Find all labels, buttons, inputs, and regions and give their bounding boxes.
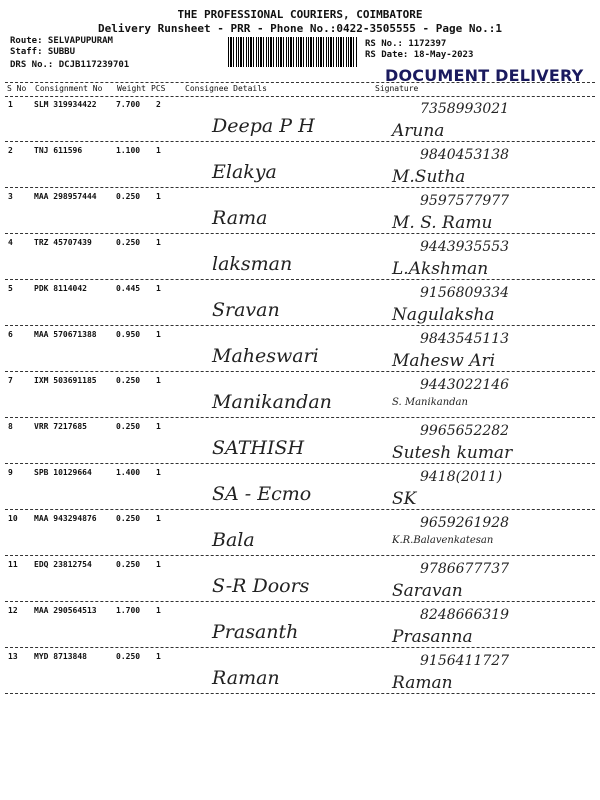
row-sno: 12 bbox=[8, 606, 18, 615]
row-signature: Aruna bbox=[392, 121, 445, 141]
row-divider bbox=[5, 187, 595, 188]
row-weight: 0.250 bbox=[116, 192, 141, 201]
row-weight: 0.250 bbox=[116, 238, 141, 247]
row-weight: 7.700 bbox=[116, 100, 141, 109]
row-weight: 1.700 bbox=[116, 606, 141, 615]
row-consignment-no: SPB 10129664 bbox=[34, 468, 92, 477]
row-consignment-no: SLM 319934422 bbox=[34, 100, 97, 109]
row-signature: K.R.Balavenkatesan bbox=[392, 535, 494, 546]
row-consignment-no: EDQ 23812754 bbox=[34, 560, 92, 569]
row-signature: Sutesh kumar bbox=[392, 443, 513, 463]
row-phone-handwritten: 9840453138 bbox=[420, 147, 510, 163]
row-sno: 11 bbox=[8, 560, 18, 569]
row-consignee-handwritten: Manikandan bbox=[212, 391, 332, 413]
row-signature: Mahesw Ari bbox=[392, 351, 496, 371]
row-sno: 5 bbox=[8, 284, 13, 293]
rs-date: RS Date: 18-May-2023 bbox=[365, 50, 474, 60]
row-sno: 1 bbox=[8, 100, 13, 109]
col-consignee: Consignee Details bbox=[185, 84, 267, 93]
row-divider bbox=[5, 233, 595, 234]
row-signature: Saravan bbox=[392, 581, 463, 601]
row-phone-handwritten: 9443022146 bbox=[420, 377, 510, 393]
row-pcs: 1 bbox=[156, 192, 161, 201]
col-pcs: PCS bbox=[151, 84, 166, 93]
row-signature: M. S. Ramu bbox=[392, 213, 493, 233]
row-consignment-no: MAA 290564513 bbox=[34, 606, 97, 615]
row-signature: M.Sutha bbox=[392, 167, 466, 187]
col-signature: Signature bbox=[375, 84, 419, 93]
row-weight: 0.250 bbox=[116, 514, 141, 523]
row-consignment-no: MAA 298957444 bbox=[34, 192, 97, 201]
col-sno: S No bbox=[7, 84, 27, 93]
row-pcs: 1 bbox=[156, 422, 161, 431]
row-weight: 1.400 bbox=[116, 468, 141, 477]
row-weight: 1.100 bbox=[116, 146, 141, 155]
document-delivery-stamp: DOCUMENT DELIVERY bbox=[385, 66, 584, 85]
row-phone-handwritten: 8248666319 bbox=[420, 607, 510, 623]
row-divider bbox=[5, 601, 595, 602]
row-pcs: 1 bbox=[156, 284, 161, 293]
row-divider bbox=[5, 555, 595, 556]
row-sno: 10 bbox=[8, 514, 18, 523]
row-divider bbox=[5, 647, 595, 648]
row-pcs: 1 bbox=[156, 652, 161, 661]
row-phone-handwritten: 9156411727 bbox=[420, 653, 510, 669]
row-weight: 0.250 bbox=[116, 560, 141, 569]
table-header bbox=[5, 82, 595, 97]
row-consignee-handwritten: Bala bbox=[212, 529, 255, 551]
row-phone-handwritten: 9156809334 bbox=[420, 285, 510, 301]
row-consignee-handwritten: Prasanth bbox=[212, 621, 299, 643]
col-weight: Weight bbox=[117, 84, 146, 93]
row-phone-handwritten: 9843545113 bbox=[420, 331, 510, 347]
row-signature: S. Manikandan bbox=[392, 397, 468, 408]
row-phone-handwritten: 9965652282 bbox=[420, 423, 510, 439]
row-sno: 8 bbox=[8, 422, 13, 431]
company-title: THE PROFESSIONAL COURIERS, COIMBATORE bbox=[177, 8, 423, 21]
row-divider bbox=[5, 371, 595, 372]
row-weight: 0.250 bbox=[116, 376, 141, 385]
row-pcs: 1 bbox=[156, 514, 161, 523]
row-sno: 6 bbox=[8, 330, 13, 339]
row-pcs: 2 bbox=[156, 100, 161, 109]
row-sno: 4 bbox=[8, 238, 13, 247]
row-consignee-handwritten: SATHISH bbox=[212, 437, 305, 459]
row-signature: L.Akshman bbox=[392, 259, 489, 279]
row-weight: 0.250 bbox=[116, 422, 141, 431]
row-consignment-no: TNJ 611596 bbox=[34, 146, 83, 155]
row-divider bbox=[5, 325, 595, 326]
row-divider bbox=[5, 509, 595, 510]
row-consignment-no: MYD 8713848 bbox=[34, 652, 87, 661]
row-consignee-handwritten: Deepa P H bbox=[212, 115, 315, 137]
row-consignee-handwritten: Sravan bbox=[212, 299, 280, 321]
row-phone-handwritten: 7358993021 bbox=[420, 101, 510, 117]
row-consignee-handwritten: Raman bbox=[212, 667, 280, 689]
row-phone-handwritten: 9418(2011) bbox=[420, 469, 503, 485]
rs-number: RS No.: 1172397 bbox=[365, 39, 447, 49]
row-sno: 9 bbox=[8, 468, 13, 477]
row-pcs: 1 bbox=[156, 560, 161, 569]
row-consignment-no: VRR 7217685 bbox=[34, 422, 87, 431]
row-signature: Nagulaksha bbox=[392, 305, 495, 325]
row-divider bbox=[5, 417, 595, 418]
row-consignment-no: MAA 943294876 bbox=[34, 514, 97, 523]
row-consignment-no: MAA 570671388 bbox=[34, 330, 97, 339]
runsheet-subtitle: Delivery Runsheet - PRR - Phone No.:0422-3505555 - Page No.:1 bbox=[98, 22, 502, 35]
row-pcs: 1 bbox=[156, 468, 161, 477]
row-sno: 3 bbox=[8, 192, 13, 201]
row-weight: 0.950 bbox=[116, 330, 141, 339]
row-pcs: 1 bbox=[156, 376, 161, 385]
row-phone-handwritten: 9443935553 bbox=[420, 239, 510, 255]
row-pcs: 1 bbox=[156, 606, 161, 615]
row-consignee-handwritten: S-R Doors bbox=[212, 575, 310, 597]
row-pcs: 1 bbox=[156, 330, 161, 339]
row-divider bbox=[5, 463, 595, 464]
row-weight: 0.445 bbox=[116, 284, 141, 293]
row-consignee-handwritten: Maheswari bbox=[212, 345, 319, 367]
row-signature: Raman bbox=[392, 673, 453, 693]
row-signature: Prasanna bbox=[392, 627, 473, 647]
row-consignee-handwritten: laksman bbox=[212, 253, 293, 275]
barcode-image bbox=[228, 37, 358, 67]
route-label: Route: SELVAPUPURAM bbox=[10, 36, 113, 46]
drs-number: DRS No.: DCJB117239701 bbox=[10, 60, 130, 70]
row-sno: 7 bbox=[8, 376, 13, 385]
row-consignee-handwritten: Rama bbox=[212, 207, 268, 229]
row-signature: SK bbox=[392, 489, 417, 509]
col-consignment: Consignment No bbox=[35, 84, 103, 93]
row-consignee-handwritten: Elakya bbox=[212, 161, 277, 183]
row-weight: 0.250 bbox=[116, 652, 141, 661]
staff-label: Staff: SUBBU bbox=[10, 47, 76, 57]
row-divider bbox=[5, 279, 595, 280]
row-consignee-handwritten: SA - Ecmo bbox=[212, 483, 312, 505]
row-phone-handwritten: 9659261928 bbox=[420, 515, 510, 531]
row-consignment-no: TRZ 45707439 bbox=[34, 238, 92, 247]
row-phone-handwritten: 9597577977 bbox=[420, 193, 510, 209]
row-phone-handwritten: 9786677737 bbox=[420, 561, 510, 577]
header-top-rule bbox=[5, 82, 595, 83]
row-sno: 13 bbox=[8, 652, 18, 661]
row-divider bbox=[5, 141, 595, 142]
row-divider bbox=[5, 693, 595, 694]
row-pcs: 1 bbox=[156, 238, 161, 247]
row-consignment-no: IXM 503691185 bbox=[34, 376, 97, 385]
row-pcs: 1 bbox=[156, 146, 161, 155]
row-sno: 2 bbox=[8, 146, 13, 155]
row-consignment-no: PDK 8114042 bbox=[34, 284, 87, 293]
